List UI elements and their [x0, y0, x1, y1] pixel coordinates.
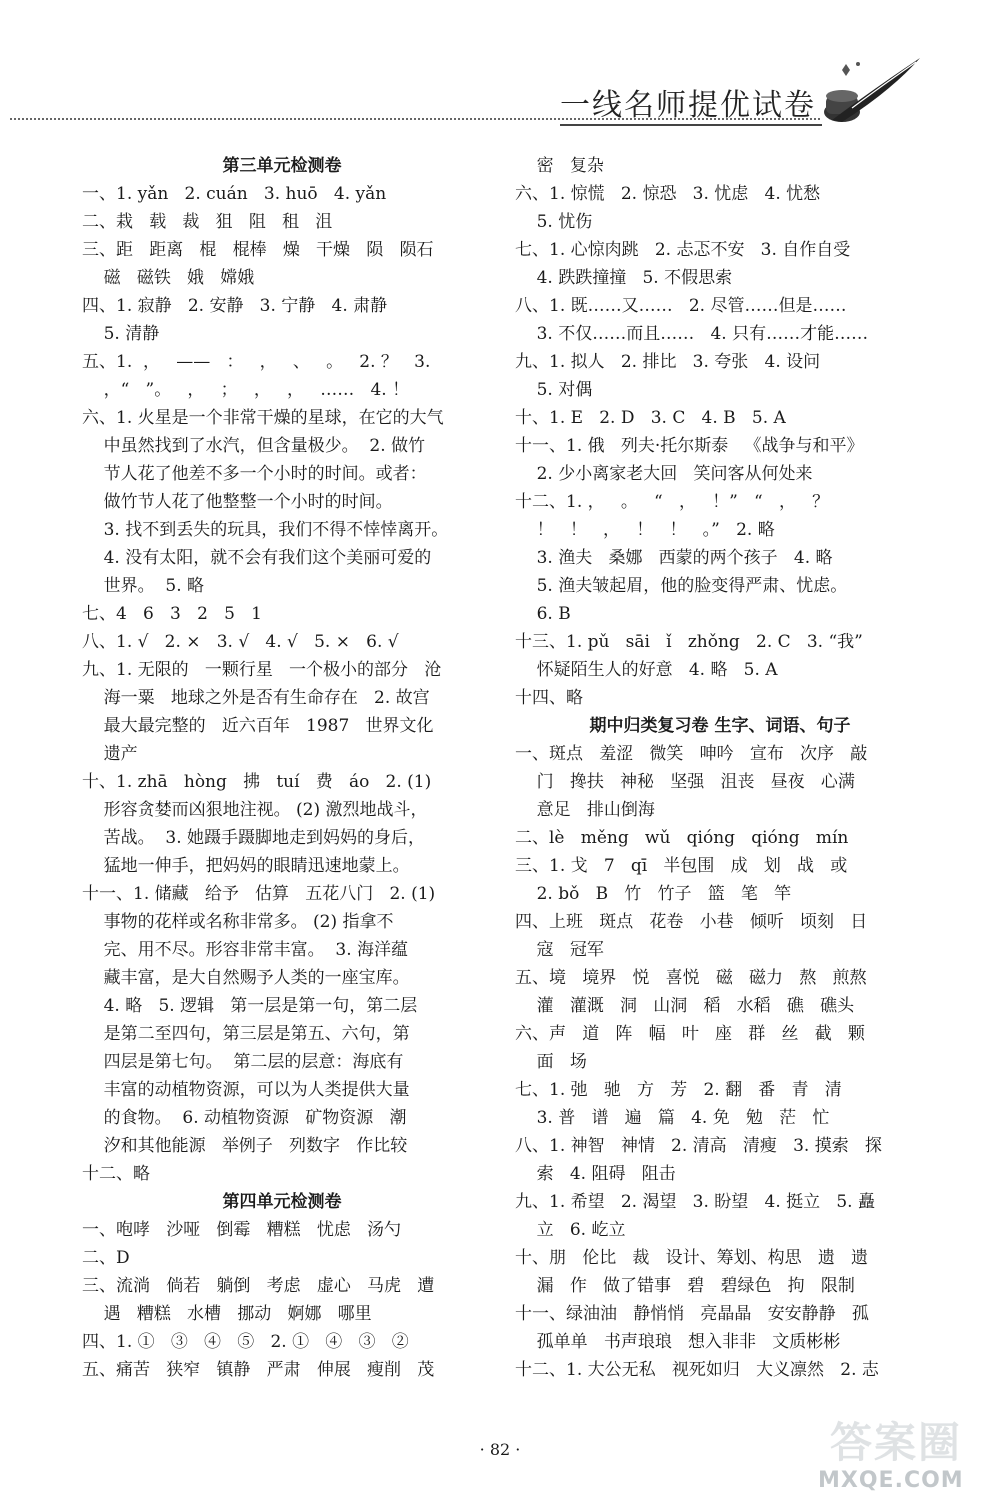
answer-line: 七、1. 弛 驰 方 芳 2. 翻 番 青 清	[515, 1080, 842, 1100]
answer-line: 最大最完整的 近六百年 1987 世界文化	[82, 716, 434, 736]
answer-line: 五、1. ， —— ： ， 、 。 2. ？ 3.	[82, 352, 431, 372]
answer-line: 四、1. ① ③ ④ ⑤ 2. ① ④ ③ ②	[82, 1332, 409, 1352]
answer-line: 二、lè měng wǔ qióng qióng mín	[515, 828, 849, 848]
inkwell-quill-icon	[812, 50, 922, 135]
answer-line: 四、1. 寂静 2. 安静 3. 宁静 4. 肃静	[82, 296, 388, 316]
answer-line: 十四、略	[515, 688, 583, 708]
answer-line: 6. B	[515, 604, 571, 624]
answer-line: 3. 普 谱 遍 篇 4. 免 勉 茫 忙	[515, 1108, 830, 1128]
answer-line: 寇 冠军	[515, 940, 604, 960]
answer-line: 三、距 距离 棍 棍棒 燥 干燥 陨 陨石	[82, 240, 434, 260]
answer-line: 十二、略	[82, 1164, 150, 1184]
answer-line: 中虽然找到了水汽，但含量极少。 2. 做竹	[82, 436, 426, 456]
answer-line: 面 场	[515, 1052, 587, 1072]
answer-line: 门 搀扶 神秘 坚强 沮丧 昼夜 心满	[515, 772, 855, 792]
answer-line: 怀疑陌生人的好意 4. 略 5. A	[515, 660, 778, 680]
answer-line: 丰富的动植物资源，可以为人类提供大量	[82, 1080, 410, 1100]
answer-line: 十一、1. 储藏 给予 估算 五花八门 2. (1)	[82, 884, 436, 904]
answer-line: 一、斑点 羞涩 微笑 呻吟 宣布 次序 敲	[515, 744, 868, 764]
section-heading: 期中归类复习卷 生字、词语、句子	[589, 716, 851, 736]
answer-line: 十一、1. 俄 列夫·托尔斯泰 《战争与和平》	[515, 436, 864, 456]
watermark-url: MXQE.COM	[818, 1468, 964, 1493]
answer-line: 九、1. 希望 2. 渴望 3. 盼望 4. 挺立 5. 矗	[515, 1192, 875, 1212]
section-heading: 第三单元检测卷	[222, 156, 342, 176]
answer-line: 八、1. 既……又…… 2. 尽管……但是……	[515, 296, 847, 316]
answer-line: 五、痛苦 狭窄 镇静 严肃 伸展 瘦削 茂	[82, 1360, 435, 1380]
answer-line: 十二、1. 大公无私 视死如归 大义凛然 2. 志	[515, 1360, 879, 1380]
page-header	[0, 0, 1000, 135]
answer-line: 3. 渔夫 桑娜 西蒙的两个孩子 4. 略	[515, 548, 833, 568]
answer-line: 九、1. 无限的 一颗行星 一个极小的部分 沧	[82, 660, 442, 680]
answer-line: 一、1. yǎn 2. cuán 3. huō 4. yǎn	[82, 184, 387, 204]
answer-line: 做竹节人花了他整整一个小时的时间。	[82, 492, 393, 512]
answer-line: 2. 少小离家老大回 笑问客从何处来	[515, 464, 813, 484]
page-number: · 82 ·	[479, 1440, 521, 1459]
answer-line: 是第二至四句，第三层是第五、六句，第	[82, 1024, 410, 1044]
answer-line: 事物的花样或名称非常多。 (2) 指拿不	[82, 912, 394, 932]
section-heading: 第四单元检测卷	[222, 1192, 342, 1212]
answer-line: 3. 不仅……而且…… 4. 只有……才能……	[515, 324, 869, 344]
answer-line: 灌 灌溉 洞 山洞 稻 水稻 礁 礁头	[515, 996, 855, 1016]
answer-line: 意足 排山倒海	[515, 800, 655, 820]
answer-line: ！ ！ ， ！ ！ 。” 2. 略	[515, 520, 775, 540]
answer-line: ，“ ”。 ， ； ， ， …… 4. ！	[82, 380, 410, 400]
answer-line: 五、境 境界 悦 喜悦 磁 磁力 熬 煎熬	[515, 968, 867, 988]
answer-line: 密 复杂	[515, 156, 604, 176]
answer-line: 十一、绿油油 静悄悄 亮晶晶 安安静静 孤	[515, 1304, 869, 1324]
answer-line: 遗产	[82, 744, 138, 764]
answer-line: 十二、1. ， 。 “ ， ！” “ ， ？	[515, 492, 830, 512]
answer-line: 5. 清静	[82, 324, 160, 344]
answer-line: 二、栽 载 裁 狙 阻 租 沮	[82, 212, 333, 232]
answer-line: 漏 作 做了错事 碧 碧绿色 拘 限制	[515, 1276, 855, 1296]
answer-line: 六、1. 惊慌 2. 惊恐 3. 忧虑 4. 忧愁	[515, 184, 821, 204]
answer-line: 七、4 6 3 2 5 1	[82, 604, 262, 624]
answer-line: 三、1. 戈 7 qī 半包围 成 划 战 或	[515, 856, 848, 876]
answer-line: 八、1. 神智 神情 2. 清高 清瘦 3. 摸索 探	[515, 1136, 882, 1156]
answer-line: 海一粟 地球之外是否有生命存在 2. 故宫	[82, 688, 430, 708]
answer-line: 八、1. √ 2. × 3. √ 4. √ 5. × 6. √	[82, 632, 399, 652]
answer-line: 孤单单 书声琅琅 想入非非 文质彬彬	[515, 1332, 841, 1352]
answer-line: 节人花了他差不多一个小时的时间。或者：	[82, 464, 427, 484]
book-title: 一线名师提优试卷	[560, 88, 816, 123]
answer-line: 十、朋 伦比 裁 设计、筹划、构思 遗 遗	[515, 1248, 869, 1268]
answer-line: 七、1. 心惊肉跳 2. 忐忑不安 3. 自作自受	[515, 240, 851, 260]
answer-line: 苦战。 3. 她蹑手蹑脚地走到妈妈的身后，	[82, 828, 426, 848]
answer-line: 3. 找不到丢失的玩具，我们不得不悻悻离开。	[82, 520, 449, 540]
answer-line: 二、D	[82, 1248, 130, 1268]
answer-line: 三、流淌 倘若 躺倒 考虑 虚心 马虎 遭	[82, 1276, 435, 1296]
watermark-logo: 答案圈	[830, 1418, 963, 1467]
answer-line: 十、1. zhā hòng 拂 tuí 费 áo 2. (1)	[82, 772, 432, 792]
answer-line: 磁 磁铁 娥 嫦娥	[82, 268, 255, 288]
answer-line: 藏丰富，是大自然赐予人类的一座宝库。	[82, 968, 410, 988]
answer-line: 六、声 道 阵 幅 叶 座 群 丝 截 颗	[515, 1024, 865, 1044]
answer-line: 形容贪婪而凶狠地注视。 (2) 激烈地战斗，	[82, 800, 428, 820]
answer-column-right	[515, 152, 925, 1384]
answer-line: 4. 略 5. 逻辑 第一层是第一句，第二层	[82, 996, 418, 1016]
answer-line: 4. 跌跌撞撞 5. 不假思索	[515, 268, 733, 288]
answer-line: 4. 没有太阳，就不会有我们这个美丽可爱的	[82, 548, 432, 568]
answer-line: 四层是第七句。 第二层的层意：海底有	[82, 1052, 404, 1072]
answer-line: 5. 对偶	[515, 380, 593, 400]
answer-line: 立 6. 屹立	[515, 1220, 626, 1240]
answer-line: 九、1. 拟人 2. 排比 3. 夸张 4. 设问	[515, 352, 821, 372]
answer-line: 遇 糟糕 水槽 挪动 婀娜 哪里	[82, 1304, 372, 1324]
answer-line: 2. bǒ B 竹 竹子 篮 笔 竿	[515, 884, 792, 904]
answer-line: 六、1. 火星是一个非常干燥的星球，在它的大气	[82, 408, 444, 428]
answer-column-left	[82, 152, 482, 1384]
answer-line: 十、1. E 2. D 3. C 4. B 5. A	[515, 408, 786, 428]
answer-line: 5. 忧伤	[515, 212, 593, 232]
answer-line: 的食物。 6. 动植物资源 矿物资源 潮	[82, 1108, 407, 1128]
answer-line: 5. 渔夫皱起眉，他的脸变得严肃、忧虑。	[515, 576, 848, 596]
answer-line: 四、上班 斑点 花卷 小巷 倾听 顷刻 日	[515, 912, 868, 932]
answer-line: 猛地一伸手，把妈妈的眼睛迅速地蒙上。	[82, 856, 410, 876]
header-solid-rule	[560, 124, 822, 126]
answer-line: 十三、1. pǔ sāi ǐ zhǒng 2. C 3. “我”	[515, 632, 863, 652]
answer-line: 完、用不尽。形容非常丰富。 3. 海洋蕴	[82, 940, 409, 960]
answer-line: 索 4. 阻碍 阻击	[515, 1164, 676, 1184]
answer-line: 汐和其他能源 举例子 列数字 作比较	[82, 1136, 408, 1156]
answer-line: 世界。 5. 略	[82, 576, 205, 596]
answer-line: 一、咆哮 沙哑 倒霉 糟糕 忧虑 汤勺	[82, 1220, 402, 1240]
